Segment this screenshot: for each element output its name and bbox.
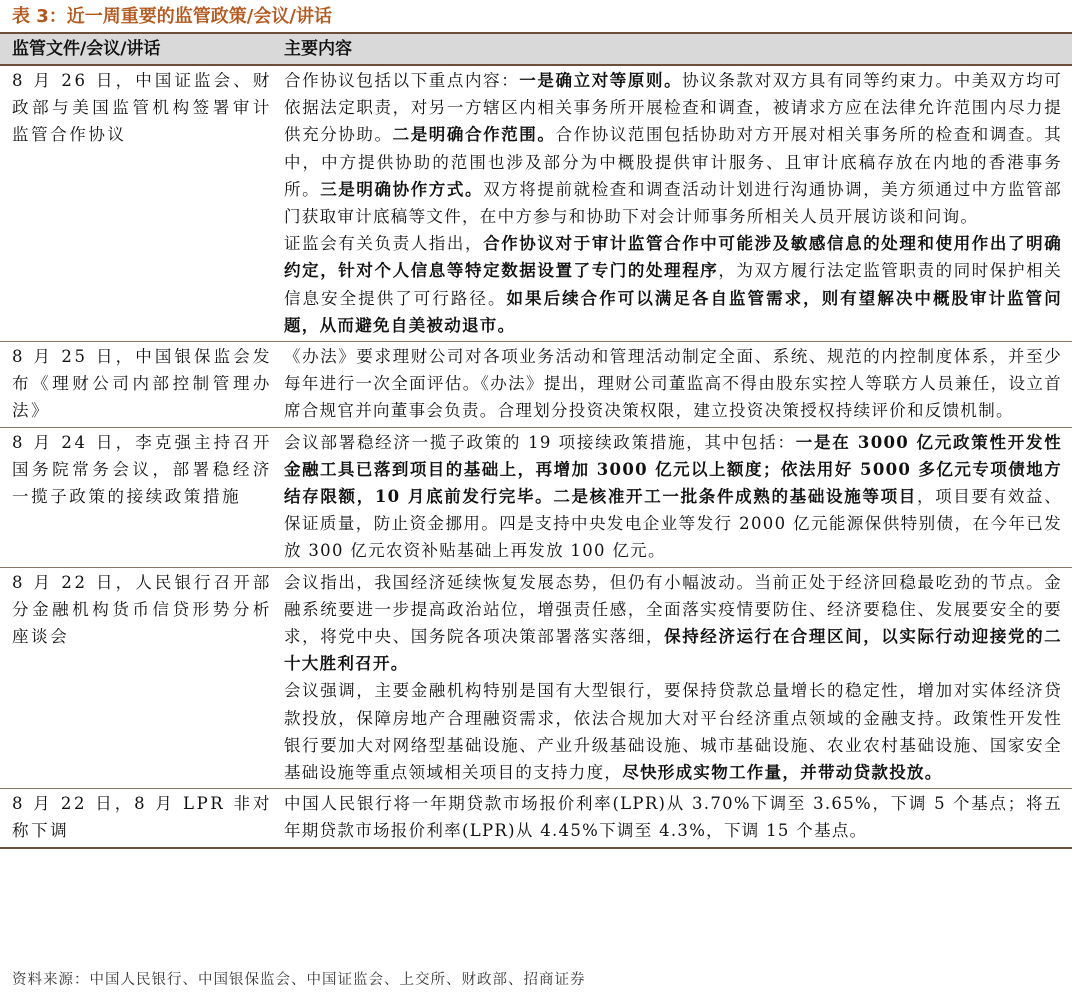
content-text: 会议强调，主要金融机构特别是国有大型银行，要保持贷款总量增长的稳定性，增加对实体经济贷款投放，保障房地产合理融资需求，依法合规加大对平台经济重点领域的金融支持。政策性开发性银行要加大对网络型基础设施、产业升级基础设施、城市基础设施、农业农村基础设施、国家安全基础设施等重点领域相关项目的支持力度， [284,681,1062,783]
content-emphasis: 尽快形成实物工作量，并带动贷款投放。 [622,763,943,783]
content-emphasis: 二是明确合作范围。 [392,125,556,145]
content-text: 双方将提前就检查和调查活动计划进行沟通协调，美方须通过中方监管部门获取审计底稿等文件，在中方参与和协助下对会计师事务所相关人员开展访谈和问询。 [284,179,1062,227]
event-text: 8 月 22 日，8 月 LPR 非对称下调 [12,794,272,841]
source-note: 资料来源：中国人民银行、中国银保监会、中国证监会、上交所、财政部、招商证券 [12,972,586,988]
content-cell [280,66,1062,341]
event-text: 8 月 24 日，李克强主持召开国务院常务会议，部署稳经济一揽子政策的接续政策措施 [12,432,272,507]
header-event: 监管文件/会议/讲话 [12,39,161,59]
content-cell [280,568,1062,789]
content-emphasis: 如果后续合作可以满足各自监管需求，则有望解决中概股审计监管问题，从而避免自美被动退市。 [284,288,1062,335]
event-text: 8 月 25 日，中国银保监会发布《理财公司内部控制管理办法》 [12,347,272,421]
event-cell [0,66,280,341]
content-text: 中国人民银行将一年期贷款市场报价利率(LPR)从 3.70%下调至 3.65%，下调 5 个基点；将五年期贷款市场报价利率(LPR)从 4.45%下调至 4.3%，下调 15 个基点。 [284,794,1062,841]
content-text: 会议指出，我国经济延续恢复发展态势，但仍有小幅波动。当前正处于经济回稳最吃劲的节点。金融系统要进一步提高政治站位，增强责任感，全面落实疫情要防住、经济要稳住、发展要安全的要求，将党中央、国务院各项决策部署落实落细， [284,572,1062,647]
event-cell [0,342,280,427]
content-text: 会议部署稳经济一揽子政策的 19 项接续政策措施，其中包括： [284,432,796,452]
table-row [0,789,1072,848]
content-emphasis: 一是在 3000 亿元政策性开发性金融工具已落到项目的基础上，再增加 3000 亿元以上额度；依法用好 5000 多亿元专项债地方结存限额，10 月底前发行完毕。二是核准开工一批条件成熟的基础设施等项目 [284,432,1062,507]
content-text: 《办法》要求理财公司对各项业务活动和管理活动制定全面、系统、规范的内控制度体系，并至少每年进行一次全面评估。《办法》提出，理财公司董监高不得由股东实控人等联方人员兼任，设立首席合规官并向董事会负责。合理划分投资决策权限，建立投资决策授权持续评价和反馈机制。 [284,347,1062,421]
content-paragraph [284,790,1062,844]
header-content: 主要内容 [284,39,352,59]
event-text: 8 月 26 日，中国证监会、财政部与美国监管机构签署审计监管合作协议 [12,71,272,145]
table-row [0,342,1072,428]
content-text: 证监会有关负责人指出， [284,234,484,254]
content-text: ，项目要有效益、保证质量，防止资金挪用。四是支持中央发电企业等发行 2000 亿元能源保供特别债，在今年已发放 300 亿元农资补贴基础上再发放 100 亿元。 [284,487,1062,561]
table-row [0,66,1072,342]
content-paragraph [284,343,1062,425]
content-paragraph [284,677,1062,786]
table-header-row [0,34,1072,66]
table-caption: 表 3：近一周重要的监管政策/会议/讲话 [12,6,332,27]
event-cell [0,428,280,567]
content-emphasis: 三是明确协作方式。 [320,179,484,199]
content-text: 合作协议包括以下重点内容： [284,71,520,90]
event-text: 8 月 22 日，人民银行召开部分金融机构货币信贷形势分析座谈会 [12,572,272,647]
content-text: ，为双方履行法定监管职责的同时保护相关信息安全提供了可行路径。 [284,261,1063,308]
content-paragraph [284,230,1062,339]
table-row [0,428,1072,568]
table-body [0,66,1072,849]
content-cell [280,789,1062,846]
content-text: 合作协议范围包括协助对方开展对相关事务所的检查和调查。其中，中方提供协助的范围也涉及部分为中概股提供审计服务、且审计底稿存放在内地的香港事务所。 [284,125,1063,199]
content-paragraph [284,569,1062,678]
content-cell [280,342,1062,427]
event-cell [0,568,280,789]
table-row [0,568,1072,790]
content-paragraph [284,67,1062,230]
content-emphasis: 保持经济运行在合理区间，以实际行动迎接党的二十大胜利召开。 [284,627,1062,674]
content-text: 协议条款对双方具有同等约束力。中美双方均可依据法定职责，对另一方辖区内相关事务所开展检查和调查，被请求方应在法律允许范围内尽力提供充分协助。 [284,71,1062,145]
event-cell [0,789,280,846]
content-paragraph [284,429,1062,565]
content-cell [280,428,1062,567]
policy-table [0,34,1072,849]
content-emphasis: 合作协议对于审计监管合作中可能涉及敏感信息的处理和使用作出了明确约定，针对个人信息等特定数据设置了专门的处理程序 [284,234,1062,281]
content-emphasis: 一是确立对等原则。 [519,71,683,90]
